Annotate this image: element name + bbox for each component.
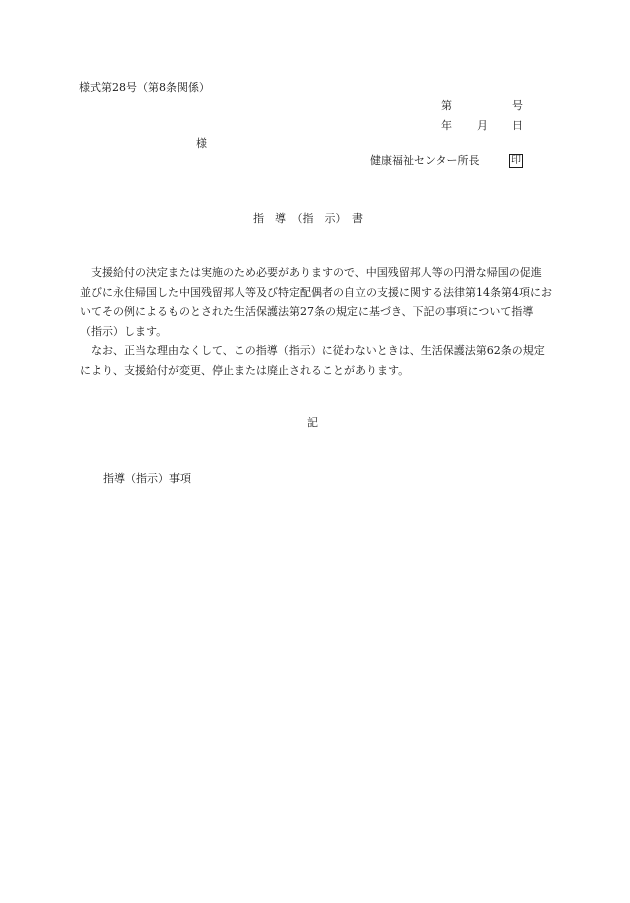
ki-heading: 記: [307, 416, 318, 429]
document-number-prefix: 第: [441, 99, 452, 112]
seal-box: 印: [511, 155, 521, 166]
body-text: [80, 263, 552, 380]
item-heading: 指導（指示）事項: [103, 472, 191, 485]
date-day: 日: [512, 119, 523, 132]
paragraph-1: 支援給付の決定または実施のため必要がありますので、中国残留邦人等の円滑な帰国の促進並びに永住帰国した中国残留邦人等及び特定配偶者の自立の支援に関する法律第14条第4項においてその例によるものとされた生活保護法第27条の規定に基づき、下記の事項について指導（指示）します。: [80, 266, 552, 338]
addressee-suffix: 様: [196, 137, 207, 150]
sender-title: 健康福祉センター所長: [370, 154, 480, 167]
paragraph-2: なお、正当な理由なくして、この指導（指示）に従わないときは、生活保護法第62条の規定により、支援給付が変更、停止または廃止されることがあります。: [80, 344, 545, 377]
date-year: 年: [441, 119, 452, 132]
form-number: 様式第28号（第8条関係）: [79, 81, 210, 94]
date-month: 月: [477, 119, 488, 132]
seal-mark: [509, 153, 523, 168]
document-number-suffix: 号: [512, 99, 523, 112]
document-title: 指 導 （指 示） 書: [253, 212, 363, 225]
